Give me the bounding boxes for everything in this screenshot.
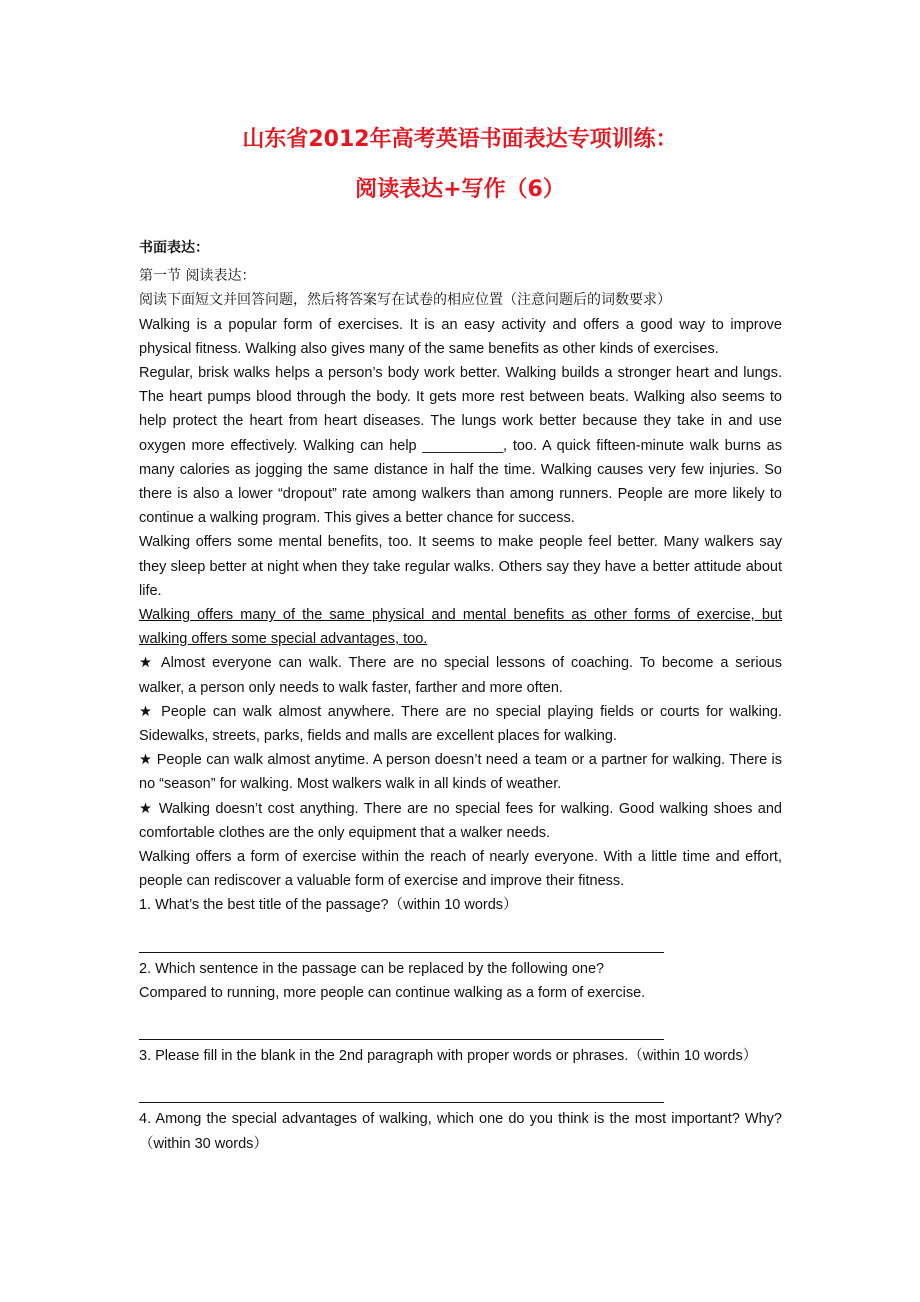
bullet-item-1: ★ Almost everyone can walk. There are no special lessons of coaching. To become a serious walker, a person only needs to walk faster, farther and more often. bbox=[139, 655, 782, 696]
document-body bbox=[139, 236, 782, 1156]
passage-paragraph-2: Regular, brisk walks helps a person’s body work better. Walking builds a stronger heart and lungs. The heart pumps blood through the body. It gets more rest between beats. Walking also seems to help protect the heart from heart diseases. The lungs work better because they take in and use oxygen more effectively. Walking can help __________, too. A quick fifteen-minute walk burns as many calories as jogging the same distance in half the time. Walking causes very few injuries. So there is also a lower “dropout” rate among walkers than among runners. People are more likely to continue a walking program. This gives a better chance for success. bbox=[139, 365, 782, 527]
bullet-item-4: ★ Walking doesn’t cost anything. There are no special fees for walking. Good walking shoes and comfortable clothes are the only equipment that a walker needs. bbox=[139, 800, 782, 841]
section-heading: 书面表达： bbox=[139, 240, 209, 256]
question-2-sentence: Compared to running, more people can continue walking as a form of exercise. bbox=[139, 984, 646, 1001]
question-2: 2. Which sentence in the passage can be replaced by the following one? bbox=[139, 960, 605, 977]
passage-paragraph-3: Walking offers some mental benefits, too. It seems to make people feel better. Many walkers say they sleep better at night when they take regular walks. Others say they have a better attitude about life. bbox=[139, 534, 782, 599]
passage-closing: Walking offers a form of exercise within the reach of nearly everyone. With a little time and effort, people can rediscover a valuable form of exercise and improve their fitness. bbox=[139, 849, 782, 890]
question-4: 4. Among the special advantages of walking, which one do you think is the most important? Why?（within 30 words） bbox=[139, 1111, 782, 1152]
bullet-item-3: ★ People can walk almost anytime. A person doesn’t need a team or a partner for walking. There is no “season” for walking. Most walkers walk in all kinds of weather. bbox=[139, 752, 782, 793]
bullet-item-2: ★ People can walk almost anywhere. There are no special playing fields or courts for walking. Sidewalks, streets, parks, fields and malls are excellent places for walking. bbox=[139, 703, 782, 745]
part-label: 第一节 阅读表达： bbox=[139, 268, 256, 285]
answer-line-1[interactable] bbox=[139, 918, 664, 953]
answer-line-2[interactable] bbox=[139, 1005, 664, 1040]
document-title-line-1: 山东省2012年高考英语书面表达专项训练： bbox=[242, 127, 678, 152]
answer-line-3[interactable] bbox=[139, 1068, 664, 1103]
instructions: 阅读下面短文并回答问题，然后将答案写在试卷的相应位置（注意问题后的词数要求） bbox=[139, 292, 671, 309]
passage-paragraph-1: Walking is a popular form of exercises. It is an easy activity and offers a good way to improve physical fitness. Walking also gives many of the same benefits as other kinds of exercises. bbox=[139, 316, 782, 357]
underlined-sentence: Walking offers many of the same physical and mental benefits as other forms of exercise, but walking offers some special advantages, too. bbox=[139, 607, 782, 648]
question-3: 3. Please fill in the blank in the 2nd paragraph with proper words or phrases.（within 10 words） bbox=[139, 1048, 758, 1065]
document-title-line-2: 阅读表达+写作（6） bbox=[355, 177, 565, 202]
question-1: 1. What’s the best title of the passage?（within 10 words） bbox=[139, 897, 518, 914]
